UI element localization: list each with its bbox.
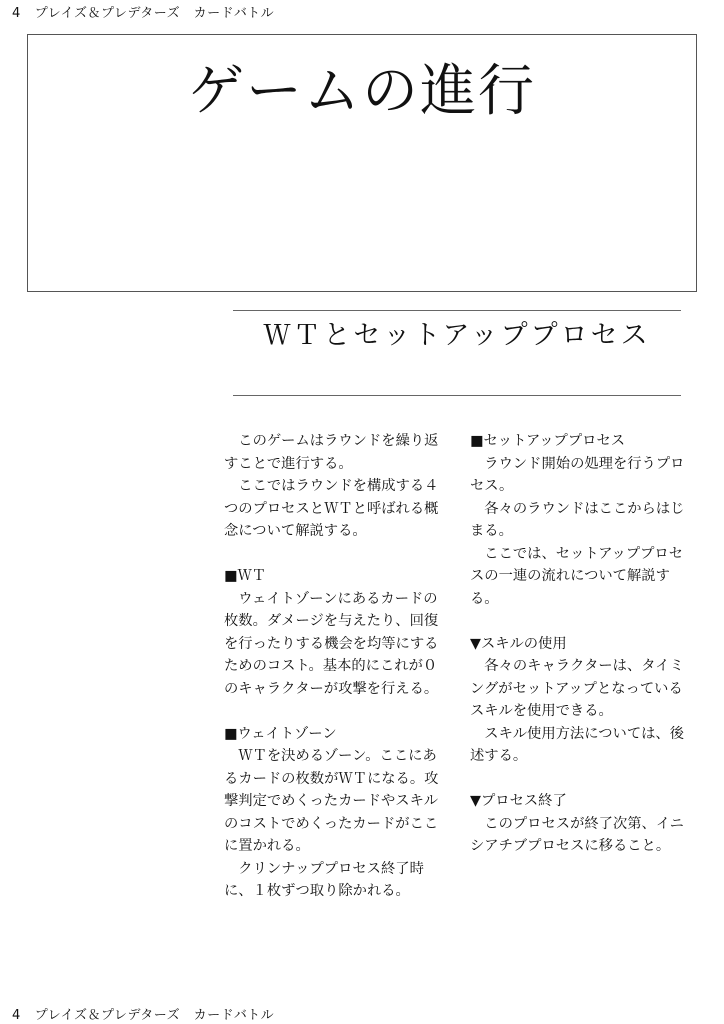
text-line: ▼スキルの使用	[470, 635, 567, 652]
text-line: 撃判定でめくったカードやスキル	[224, 793, 439, 809]
text-line: る。	[470, 590, 499, 607]
text-line: つのプロセスとＷＴと呼ばれる概	[224, 500, 439, 517]
header-running-title: プレイズ＆プレデターズ カードバトル	[34, 6, 275, 21]
text-line: ここでは、セットアッププロセ	[470, 545, 684, 562]
page-title: ゲームの進行	[188, 59, 536, 124]
text-line: ラウンド開始の処理を行うプロ	[470, 455, 685, 472]
text-line: スの一連の流れについて解説す	[470, 568, 670, 584]
right-text-column	[470, 430, 694, 858]
text-line	[470, 768, 694, 791]
text-line: ウェイトゾーンにあるカードの	[224, 590, 438, 607]
text-line: 念について解説する。	[224, 523, 367, 539]
left-text-column	[224, 430, 446, 903]
title-box	[27, 34, 697, 292]
text-line: すことで進行する。	[224, 455, 353, 472]
footer-running-title: プレイズ＆プレデターズ カードバトル	[34, 1008, 275, 1023]
text-line: スキルを使用できる。	[470, 703, 613, 719]
text-line: まる。	[470, 523, 513, 539]
text-line: スキル使用方法については、後	[470, 725, 685, 742]
footer-page-number: 4	[12, 1008, 21, 1023]
text-line: 述する。	[470, 748, 528, 764]
text-line: このプロセスが終了次第、イニ	[470, 815, 684, 832]
text-line: を行ったりする機会を均等にする	[224, 635, 439, 652]
section-heading: ＷＴとセットアッププロセス	[263, 320, 651, 351]
heading-rule-bottom	[233, 395, 681, 396]
text-line: ■ＷＴ	[224, 568, 267, 584]
text-line: に置かれる。	[224, 838, 310, 854]
text-line: 各々のキャラクターは、タイミ	[470, 658, 684, 674]
text-line: のキャラクターが攻撃を行える。	[224, 680, 439, 697]
text-line: 各々のラウンドはここからはじ	[470, 500, 685, 517]
text-line: ングがセットアップとなっている	[470, 680, 683, 697]
text-line: ここではラウンドを構成する４	[224, 478, 439, 494]
text-line: ためのコスト。基本的にこれが０	[224, 658, 438, 674]
text-line	[224, 700, 446, 723]
header-page-number: 4	[12, 6, 21, 21]
text-line: ■セットアッププロセス	[470, 433, 626, 449]
text-line: ＷＴを決めるゾーン。ここにあ	[224, 748, 437, 764]
text-line: このゲームはラウンドを繰り返	[224, 433, 439, 449]
text-line: るカードの枚数がＷＴになる。攻	[224, 770, 439, 787]
text-line	[470, 610, 694, 633]
text-line: シアチブプロセスに移ること。	[470, 838, 671, 854]
text-line: セス。	[470, 478, 514, 494]
text-line: ▼プロセス終了	[470, 793, 567, 809]
text-line: のコストでめくったカードがここ	[224, 815, 439, 832]
text-line	[224, 543, 446, 566]
running-header	[12, 2, 274, 21]
text-line: ■ウェイトゾーン	[224, 725, 337, 742]
text-line: に、１枚ずつ取り除かれる。	[224, 883, 410, 899]
heading-rule-top	[233, 310, 681, 311]
text-line: 枚数。ダメージを与えたり、回復	[224, 613, 439, 629]
running-footer	[12, 1004, 274, 1023]
text-line: クリンナッププロセス終了時	[224, 860, 424, 877]
